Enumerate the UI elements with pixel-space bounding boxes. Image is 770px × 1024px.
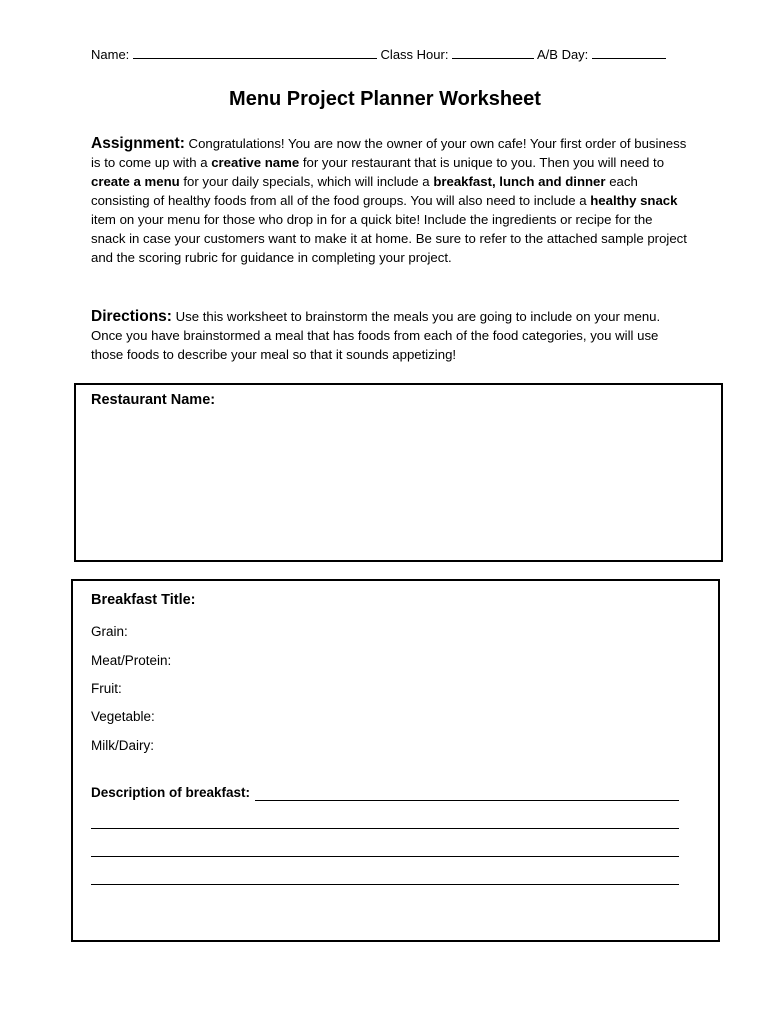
breakfast-box (71, 579, 720, 942)
assignment-bold-2: create a menu (91, 174, 180, 189)
fruit-label: Fruit: (91, 681, 122, 696)
directions-lead: Directions: (91, 308, 172, 325)
assignment-bold-1: creative name (211, 155, 300, 170)
name-label: Name: (91, 47, 130, 62)
ab-day-label: A/B Day: (537, 47, 589, 62)
restaurant-name-box[interactable] (74, 383, 723, 562)
assignment-text-3: for your daily specials, which will include a (179, 174, 434, 189)
assignment-text-1: Congratulations! You are now the owner of your own cafe! Your first order of business is to come up with a (91, 136, 687, 170)
page-title: Menu Project Planner Worksheet (229, 88, 541, 110)
description-label: Description of breakfast: (91, 785, 251, 800)
class-hour-blank[interactable] (452, 46, 534, 59)
assignment-bold-3: breakfast, lunch and dinner (433, 174, 606, 189)
description-line-1[interactable] (255, 800, 679, 801)
description-line-3[interactable] (91, 856, 679, 857)
header-line (91, 46, 691, 62)
directions-text: Use this worksheet to brainstorm the meals you are going to include on your menu. Once you have brainstormed a meal that has foods from each of the food categories, you will use those foods to describe your meal so that it sounds appetizing! (91, 309, 661, 362)
assignment-text-5: item on your menu for those who drop in for a quick bite! Include the ingredients or recipe for the snack in case your customers want to make it at home. Be sure to refer to the attached sample project and the scoring rubric for guidance in completing your project. (91, 212, 687, 265)
milk-dairy-label: Milk/Dairy: (91, 738, 154, 753)
ab-day-blank[interactable] (592, 46, 666, 59)
assignment-lead: Assignment: (91, 135, 185, 152)
assignment-text-4: each consisting of healthy foods from all of the food groups. You will also need to include a (91, 174, 638, 208)
assignment-bold-4: healthy snack (590, 193, 678, 208)
assignment-paragraph (91, 134, 687, 267)
directions-paragraph (91, 307, 687, 364)
grain-label: Grain: (91, 624, 128, 639)
description-line-4[interactable] (91, 884, 679, 885)
vegetable-label: Vegetable: (91, 709, 155, 724)
name-blank[interactable] (133, 46, 377, 59)
breakfast-title-label: Breakfast Title: (91, 592, 196, 608)
meat-protein-label: Meat/Protein: (91, 653, 172, 668)
assignment-text-2: for your restaurant that is unique to you. Then you will need to (299, 155, 665, 170)
restaurant-name-label: Restaurant Name: (91, 392, 216, 408)
description-line-2[interactable] (91, 828, 679, 829)
class-hour-label: Class Hour: (380, 47, 449, 62)
